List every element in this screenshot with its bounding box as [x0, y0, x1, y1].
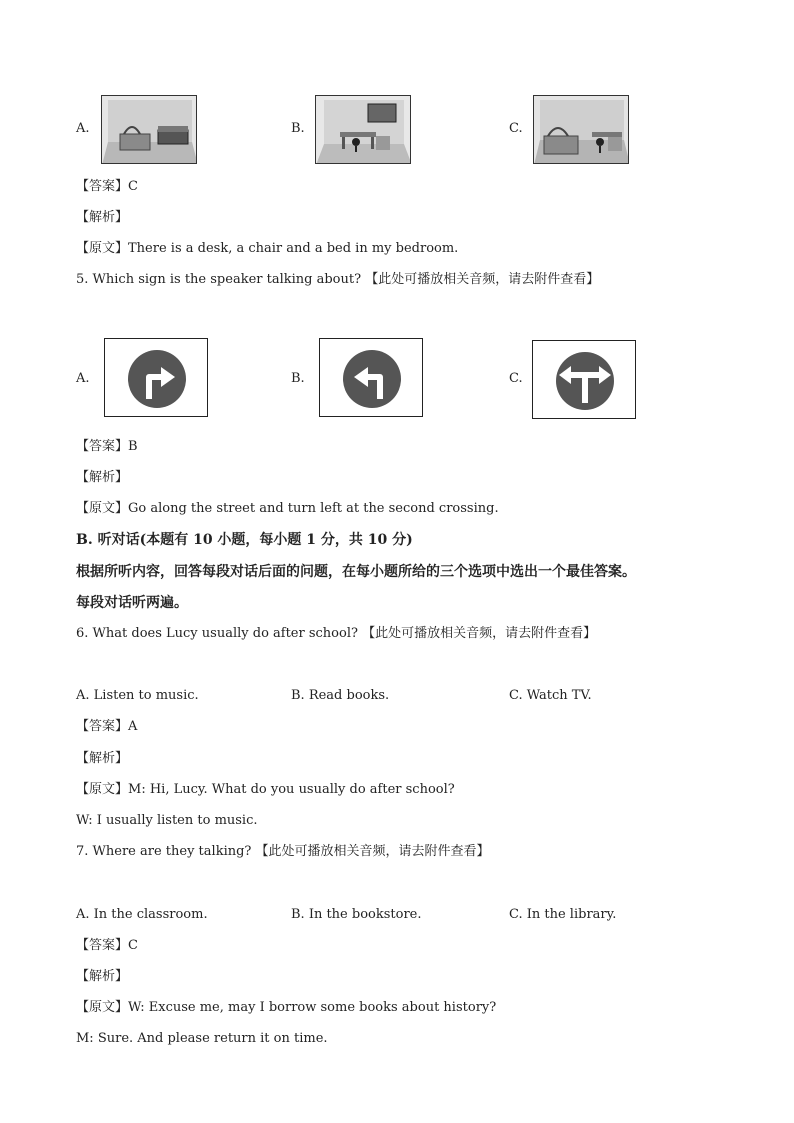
- script-text: There is a desk, a chair and a bed in my bedroom.: [128, 241, 459, 256]
- answer-value: C: [128, 938, 138, 953]
- section-b-instruction-1: 根据所听内容，回答每段对话后面的问题，在每小题所给的三个选项中选出一个最佳答案。: [76, 564, 636, 580]
- q4-option-c-picture: [533, 95, 629, 164]
- q7-question-line: [76, 844, 490, 860]
- q5-answer: [76, 439, 138, 455]
- q7-analysis-tag: 【解析】: [76, 969, 129, 984]
- room-desk-chair-picture-icon: [316, 96, 411, 164]
- q6-script-line-2: W: I usually listen to music.: [76, 813, 258, 828]
- answer-tag: 【答案】: [76, 938, 129, 953]
- q7-audio-note: 【此处可播放相关音频，请去附件查看】: [255, 844, 490, 859]
- q4-option-c-label: C.: [509, 121, 523, 136]
- q4-answer: [76, 179, 138, 195]
- bedroom-bed-sofa-picture-icon: [102, 96, 197, 164]
- q7-option-c: C. In the library.: [509, 907, 617, 922]
- q6-option-a: A. Listen to music.: [76, 688, 199, 703]
- answer-tag: 【答案】: [76, 179, 129, 194]
- q7-answer: [76, 938, 138, 954]
- answer-tag: 【答案】: [76, 439, 129, 454]
- section-b-heading: B. 听对话(本题有 10 小题，每小题 1 分，共 10 分): [76, 532, 413, 548]
- bedroom-bed-desk-chair-picture-icon: [534, 96, 629, 164]
- q4-option-b-label: B.: [291, 121, 305, 136]
- q7-script-line-1: [76, 1000, 496, 1016]
- turn-left-sign-icon: [320, 339, 424, 418]
- q5-option-a-label: A.: [76, 371, 90, 386]
- q5-option-c-sign: [532, 340, 636, 419]
- q5-question: 5. Which sign is the speaker talking about?: [76, 272, 362, 287]
- q4-option-a-label: A.: [76, 121, 90, 136]
- q6-analysis-tag: 【解析】: [76, 751, 129, 766]
- q6-answer: [76, 719, 137, 735]
- q6-option-b: B. Read books.: [291, 688, 390, 703]
- q5-analysis-tag: 【解析】: [76, 470, 129, 485]
- script-tag: 【原文】: [76, 501, 129, 516]
- script-text: W: Excuse me, may I borrow some books about history?: [128, 1000, 497, 1015]
- q6-question: 6. What does Lucy usually do after school?: [76, 626, 358, 641]
- q5-option-b-sign: [319, 338, 423, 417]
- script-text: Go along the street and turn left at the second crossing.: [128, 501, 499, 516]
- q6-script-line-1: [76, 782, 455, 798]
- q4-option-b-picture: [315, 95, 411, 164]
- q6-question-line: [76, 626, 596, 642]
- turn-left-or-right-sign-icon: [533, 341, 637, 420]
- q7-script-line-2: M: Sure. And please return it on time.: [76, 1031, 328, 1046]
- q7-question: 7. Where are they talking?: [76, 844, 252, 859]
- q6-audio-note: 【此处可播放相关音频，请去附件查看】: [362, 626, 597, 641]
- q6-option-c: C. Watch TV.: [509, 688, 592, 703]
- q7-option-a: A. In the classroom.: [76, 907, 208, 922]
- answer-value: B: [128, 439, 138, 454]
- q5-script: [76, 501, 499, 517]
- script-text: M: Hi, Lucy. What do you usually do after school?: [128, 782, 455, 797]
- q4-script: [76, 241, 458, 257]
- q4-option-a-picture: [101, 95, 197, 164]
- section-b-instruction-2: 每段对话听两遍。: [76, 595, 188, 611]
- q7-option-b: B. In the bookstore.: [291, 907, 422, 922]
- script-tag: 【原文】: [76, 1000, 129, 1015]
- turn-right-sign-icon: [105, 339, 209, 418]
- q5-audio-note: 【此处可播放相关音频，请去附件查看】: [365, 272, 600, 287]
- answer-tag: 【答案】: [76, 719, 129, 734]
- q5-question-line: [76, 272, 599, 288]
- q5-option-a-sign: [104, 338, 208, 417]
- q4-analysis-tag: 【解析】: [76, 210, 129, 225]
- script-tag: 【原文】: [76, 782, 129, 797]
- q5-option-b-label: B.: [291, 371, 305, 386]
- script-tag: 【原文】: [76, 241, 129, 256]
- answer-value: C: [128, 179, 138, 194]
- q5-option-c-label: C.: [509, 371, 523, 386]
- answer-value: A: [128, 719, 138, 734]
